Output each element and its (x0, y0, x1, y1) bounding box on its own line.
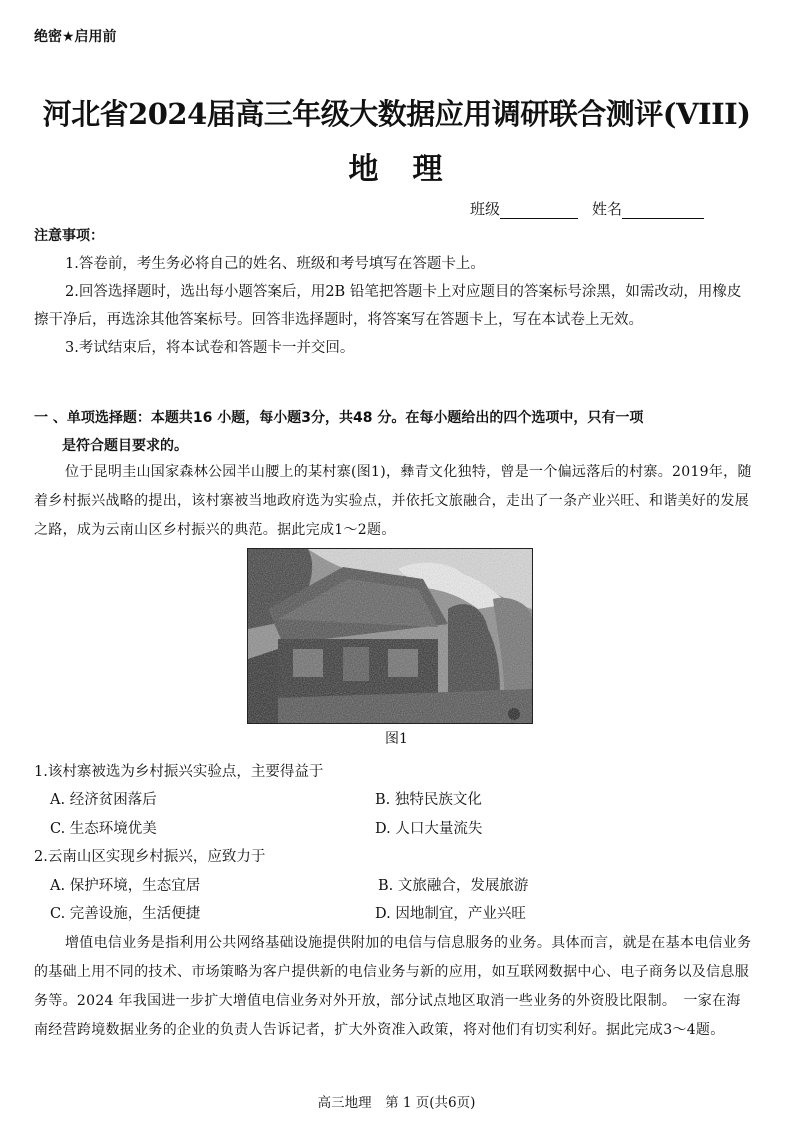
question-2-option-b: B. 文旅融合，发展旅游 (378, 878, 529, 894)
question-2-option-d: D. 因地制宜，产业兴旺 (375, 906, 526, 922)
passage-2: 增值电信业务是指利用公共网络基础设施提供附加的电信与信息服务的业务。具体而言，就是在基本电信业务的基础上用不同的技术、市场策略为客户提供新的电信业务与新的应用，如互联网数据中心、电子商务以及信息服务等。2024 年我国进一步扩大增值电信业务对外开放，部分试点地区取消一些业务的外资股比限制。 一家在海南经营跨境数据业务的企业的负责人告诉记者，扩大外资准入政策，将对他们有切实利好。据此完成3～4题。 (34, 935, 752, 1038)
question-1-option-d: D. 人口大量流失 (375, 821, 483, 837)
village-photo-icon (248, 549, 532, 723)
section-heading (34, 404, 754, 460)
notice-list (34, 250, 746, 362)
subject-title: 地 理 (348, 152, 445, 187)
question-1-option-b: B. 独特民族文化 (375, 792, 482, 808)
notice-item-1: 1.答卷前，考生务必将自己的姓名、班级和考号填写在答题卡上。 (65, 256, 485, 272)
question-2-stem: 2.云南山区实现乡村振兴，应致力于 (34, 849, 266, 865)
question-1-option-c: C. 生态环境优美 (50, 821, 157, 837)
class-label: 班级 (470, 200, 501, 218)
class-blank[interactable] (500, 202, 578, 219)
class-field[interactable] (470, 198, 578, 219)
village-photo (247, 548, 533, 724)
passage-1: 位于昆明圭山国家森林公园半山腰上的某村寨(图1)，彝青文化独特，曾是一个偏远落后的村寨。2019年，随着乡村振兴战略的提出，该村寨被当地政府选为实验点，并依托文旅融合，走出了一条产业兴旺、和谐美好的发展之路，成为云南山区乡村振兴的典范。据此完成1～2题。 (34, 464, 752, 538)
question-1-stem: 1.该村寨被选为乡村振兴实验点，主要得益于 (34, 764, 324, 780)
question-2-option-a: A. 保护环境，生态宜居 (50, 878, 201, 894)
section-heading-line-2: 是符合题目要求的。 (62, 438, 188, 454)
name-field[interactable] (592, 198, 704, 219)
page-footer: 高三地理 第 1 页(共6页) (317, 1095, 476, 1111)
notice-heading: 注意事项： (34, 228, 104, 244)
confidential-mark: 绝密★启用前 (34, 29, 117, 45)
name-blank[interactable] (622, 202, 704, 219)
name-label: 姓名 (592, 200, 623, 218)
figure-caption: 图1 (385, 731, 408, 747)
question-1-option-a: A. 经济贫困落后 (50, 792, 157, 808)
exam-title: 河北省2024届高三年级大数据应用调研联合测评(VIII) (42, 97, 751, 131)
notice-item-3: 3.考试结束后，将本试卷和答题卡一并交回。 (65, 340, 355, 356)
notice-item-2: 2.回答选择题时，选出每小题答案后，用2B 铅笔把答题卡上对应题目的答案标号涂黑，如需改动，用橡皮擦干净后，再选涂其他答案标号。回答非选择题时，将答案写在答题卡上，写在本试卷上无效。 (34, 284, 742, 328)
question-2-option-c: C. 完善设施，生活便捷 (50, 906, 201, 922)
section-heading-line-1: 一 、单项选择题：本题共16 小题，每小题3分，共48 分。在每小题给出的四个选项中，只有一项 (34, 410, 644, 426)
